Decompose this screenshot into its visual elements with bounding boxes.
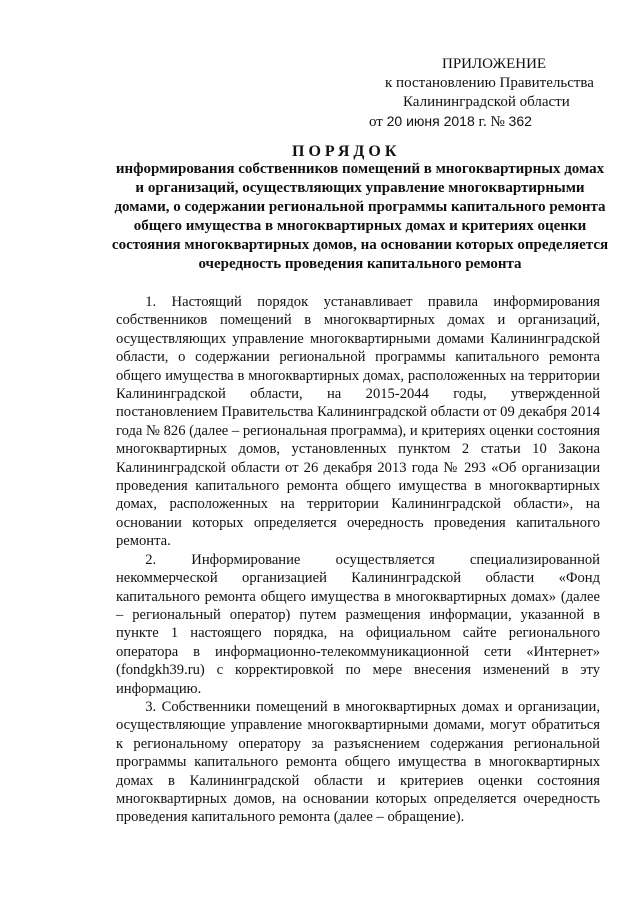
date-prefix: от [369,114,383,130]
paragraph-1: 1. Настоящий порядок устанавливает правила информирования собственников помещений в многоквартирных домах и организаций, осуществляющих управление многоквартирными домами Калининградской области, о содержании региональной программы капитального ремонта общего имущества в многоквартирных домах, расположенных на территории Калининградской области, на 2015-2044 годы, утвержденной постановлением Правительства Калининградской области от 09 декабря 2014 года № 826 (далее – региональная программа), и критериях оценки состояния многоквартирных домов, установленных пунктом 2 статьи 10 Закона Калининградской области от 26 декабря 2013 года № 293 «Об организации проведения капитального ремонта общего имущества в многоквартирных домах, расположенных на территории Калининградской области», на основании которых определяется очередность проведения капитального ремонта. [116,294,601,550]
year-suffix: г. № [478,114,505,130]
appendix-resolution-line: к постановлению Правительства [385,75,594,91]
document-subtitle: информирования собственников помещений в многоквартирных домах и организаций, осуществляющих управление многоквартирными домами, о содержании региональной программы капитального ремонта общего имущества в многоквартирных домах и критериях оценки состояния многоквартирных домов, на основании которых определяется очередность проведения капитального ремонта [111,161,609,272]
appendix-title: ПРИЛОЖЕНИЕ [442,56,547,72]
appendix-region-line: Калининградской области [403,94,570,110]
date-value: 20 июня 2018 [386,113,475,129]
document-heading: ПОРЯДОК [292,143,401,160]
resolution-number: 362 [508,113,532,129]
paragraph-2: 2. Информирование осуществляется специализированной некоммерческой организацией Калининградской области «Фонд капитального ремонта общего имущества в многоквартирных домах» (далее – региональный оператор) путем размещения информации, указанной в пункте 1 настоящего порядка, на официальном сайте регионального оператора в информационно-телекоммуникационной сети «Интернет» (fondgkh39.ru) с корректировкой по мере внесения изменений в эту информацию. [116,551,600,697]
document-body [116,293,600,827]
appendix-date-line [360,112,620,132]
paragraph-3: 3. Собственники помещений в многоквартирных домах и организации, осуществляющие управление многоквартирными домами, могут обратиться к региональному оператору за разъяснением содержания региональной программы капитального ремонта общего имущества в многоквартирных домах в Калининградской области и критериев оценки состояния многоквартирных домов, на основании которых определяется очередность проведения капитального ремонта (далее – обращение). [116,698,600,826]
appendix-block [360,55,620,132]
